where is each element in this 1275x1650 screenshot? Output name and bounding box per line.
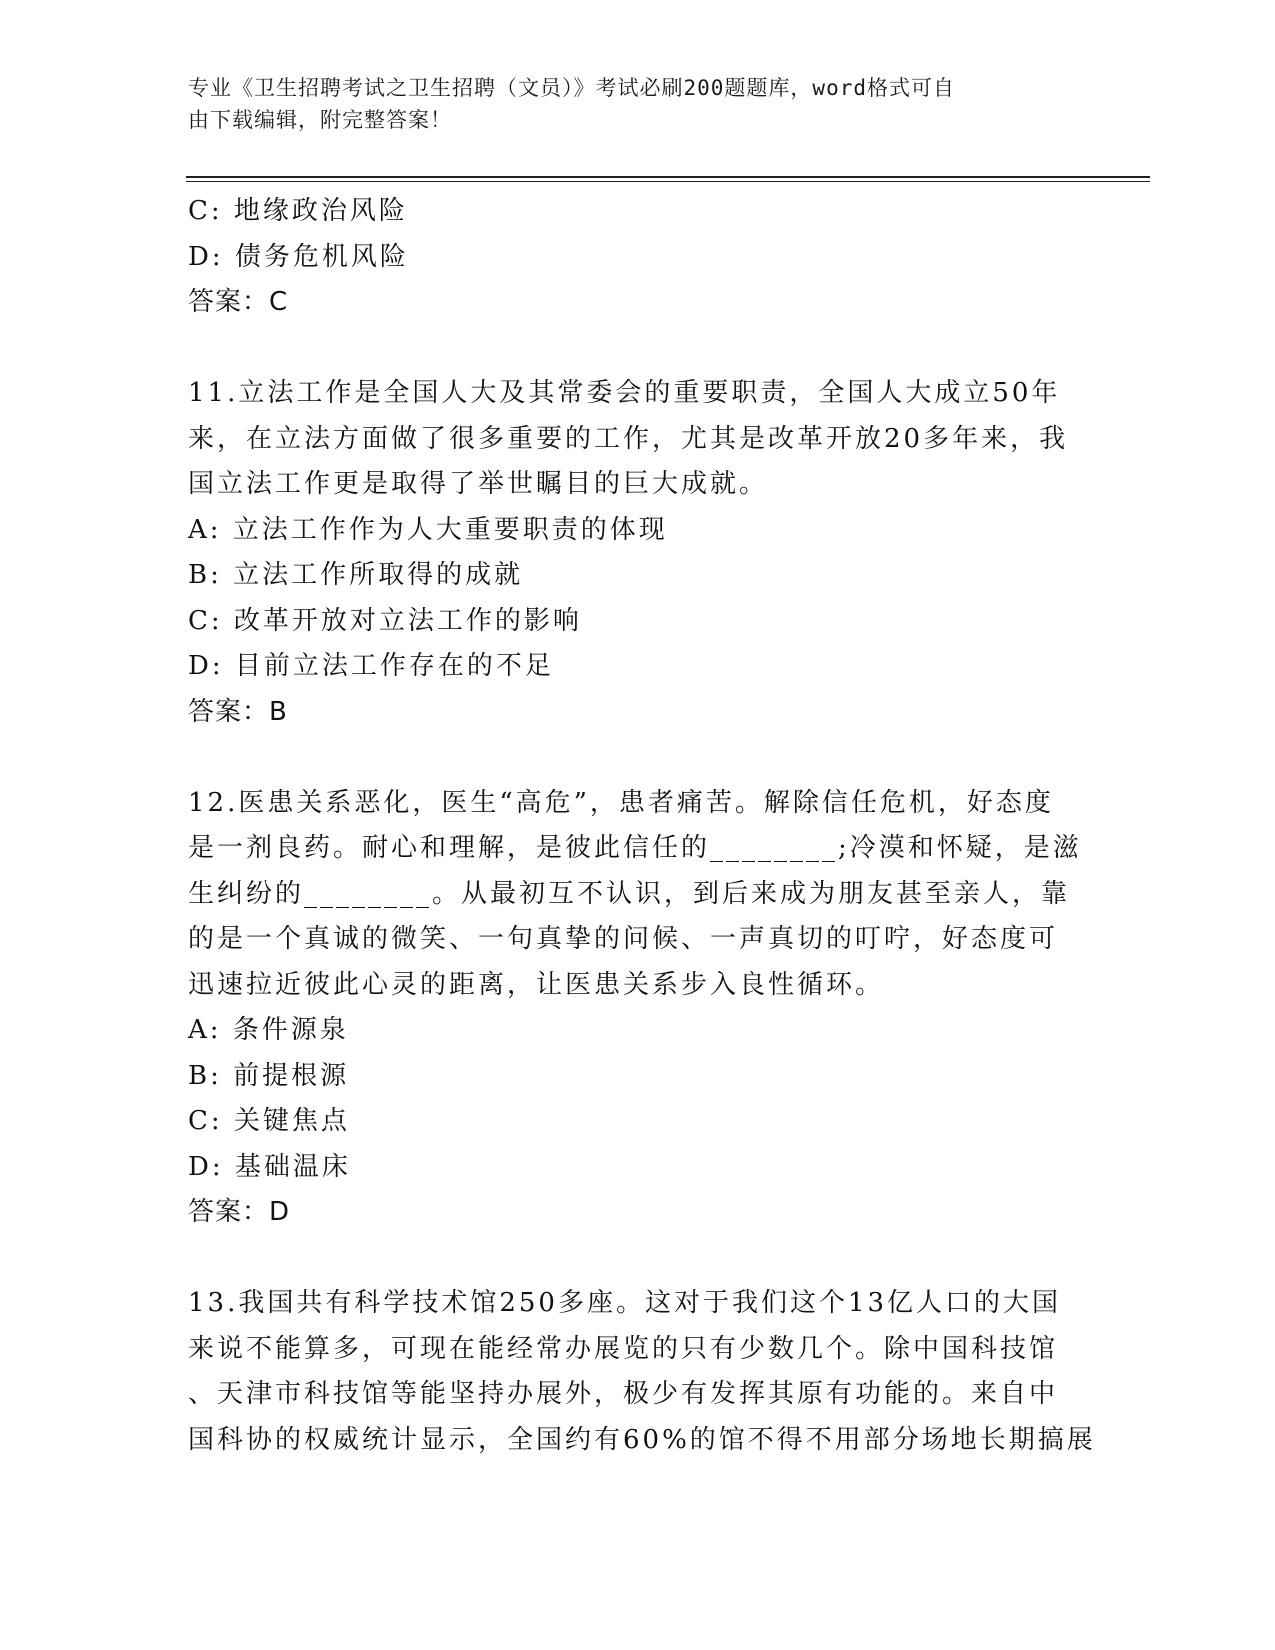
option-d: D: 债务危机风险 — [188, 241, 409, 272]
previous-question — [188, 189, 1088, 326]
question-text-line: 12.医患关系恶化，医生“高危”，患者痛苦。解除信任危机，好态度 — [188, 787, 1054, 818]
option-a: A: 立法工作作为人大重要职责的体现 — [188, 514, 668, 545]
option-d: D: 基础温床 — [188, 1151, 351, 1182]
answer-line: 答案：C — [188, 287, 289, 317]
question-text-line: 生纠纷的________。从最初互不认识，到后来成为朋友甚至亲人，靠 — [188, 878, 1071, 909]
question-11 — [188, 371, 1088, 735]
option-d: D: 目前立法工作存在的不足 — [188, 651, 554, 681]
header-divider-thick — [186, 176, 1150, 178]
option-c: C: 改革开放对立法工作的影响 — [188, 605, 582, 636]
question-text-line: 的是一个真诚的微笑、一句真挚的问候、一声真切的叮咛，好态度可 — [188, 924, 1059, 954]
question-text-line: 11.立法工作是全国人大及其常委会的重要职责，全国人大成立50年 — [188, 378, 1061, 408]
header-line-1: 专业《卫生招聘考试之卫生招聘（文员）》考试必刷200题题库，word格式可自 — [188, 76, 955, 100]
spacer — [188, 1236, 1088, 1282]
question-12 — [188, 781, 1088, 1236]
question-text-line: 国立法工作更是取得了举世瞩目的巨大成就。 — [188, 469, 769, 499]
question-text-line: 来，在立法方面做了很多重要的工作，尤其是改革开放20多年来，我 — [188, 423, 1069, 454]
option-a: A: 条件源泉 — [188, 1015, 349, 1045]
option-b: B: 前提根源 — [188, 1060, 350, 1091]
page-header — [188, 72, 1068, 136]
question-text-line: 迅速拉近彼此心灵的距离，让医患关系步入良性循环。 — [188, 969, 885, 1000]
option-c: C: 关键焦点 — [188, 1106, 350, 1136]
spacer — [188, 326, 1088, 372]
answer-line: 答案：B — [188, 696, 288, 727]
option-b: B: 立法工作所取得的成就 — [188, 560, 524, 590]
spacer — [188, 735, 1088, 781]
question-text-line: 来说不能算多，可现在能经常办展览的只有少数几个。除中国科技馆 — [188, 1333, 1059, 1364]
answer-line: 答案：D — [188, 1197, 291, 1227]
question-text-line: 、天津市科技馆等能坚持办展外，极少有发挥其原有功能的。来自中 — [188, 1379, 1059, 1409]
question-text-line: 是一剂良药。耐心和理解，是彼此信任的________;冷漠和怀疑，是滋 — [188, 833, 1082, 863]
header-divider-thin — [186, 181, 1150, 182]
document-body — [188, 189, 1096, 1463]
question-text-line: 国科协的权威统计显示，全国约有60%的馆不得不用部分场地长期搞展 — [188, 1424, 1096, 1455]
question-13 — [188, 1281, 1096, 1463]
question-text-line: 13.我国共有科学技术馆250多座。这对于我们这个13亿人口的大国 — [188, 1288, 1062, 1318]
option-c: C: 地缘政治风险 — [188, 196, 408, 226]
header-line-2: 由下载编辑，附完整答案！ — [188, 108, 452, 132]
